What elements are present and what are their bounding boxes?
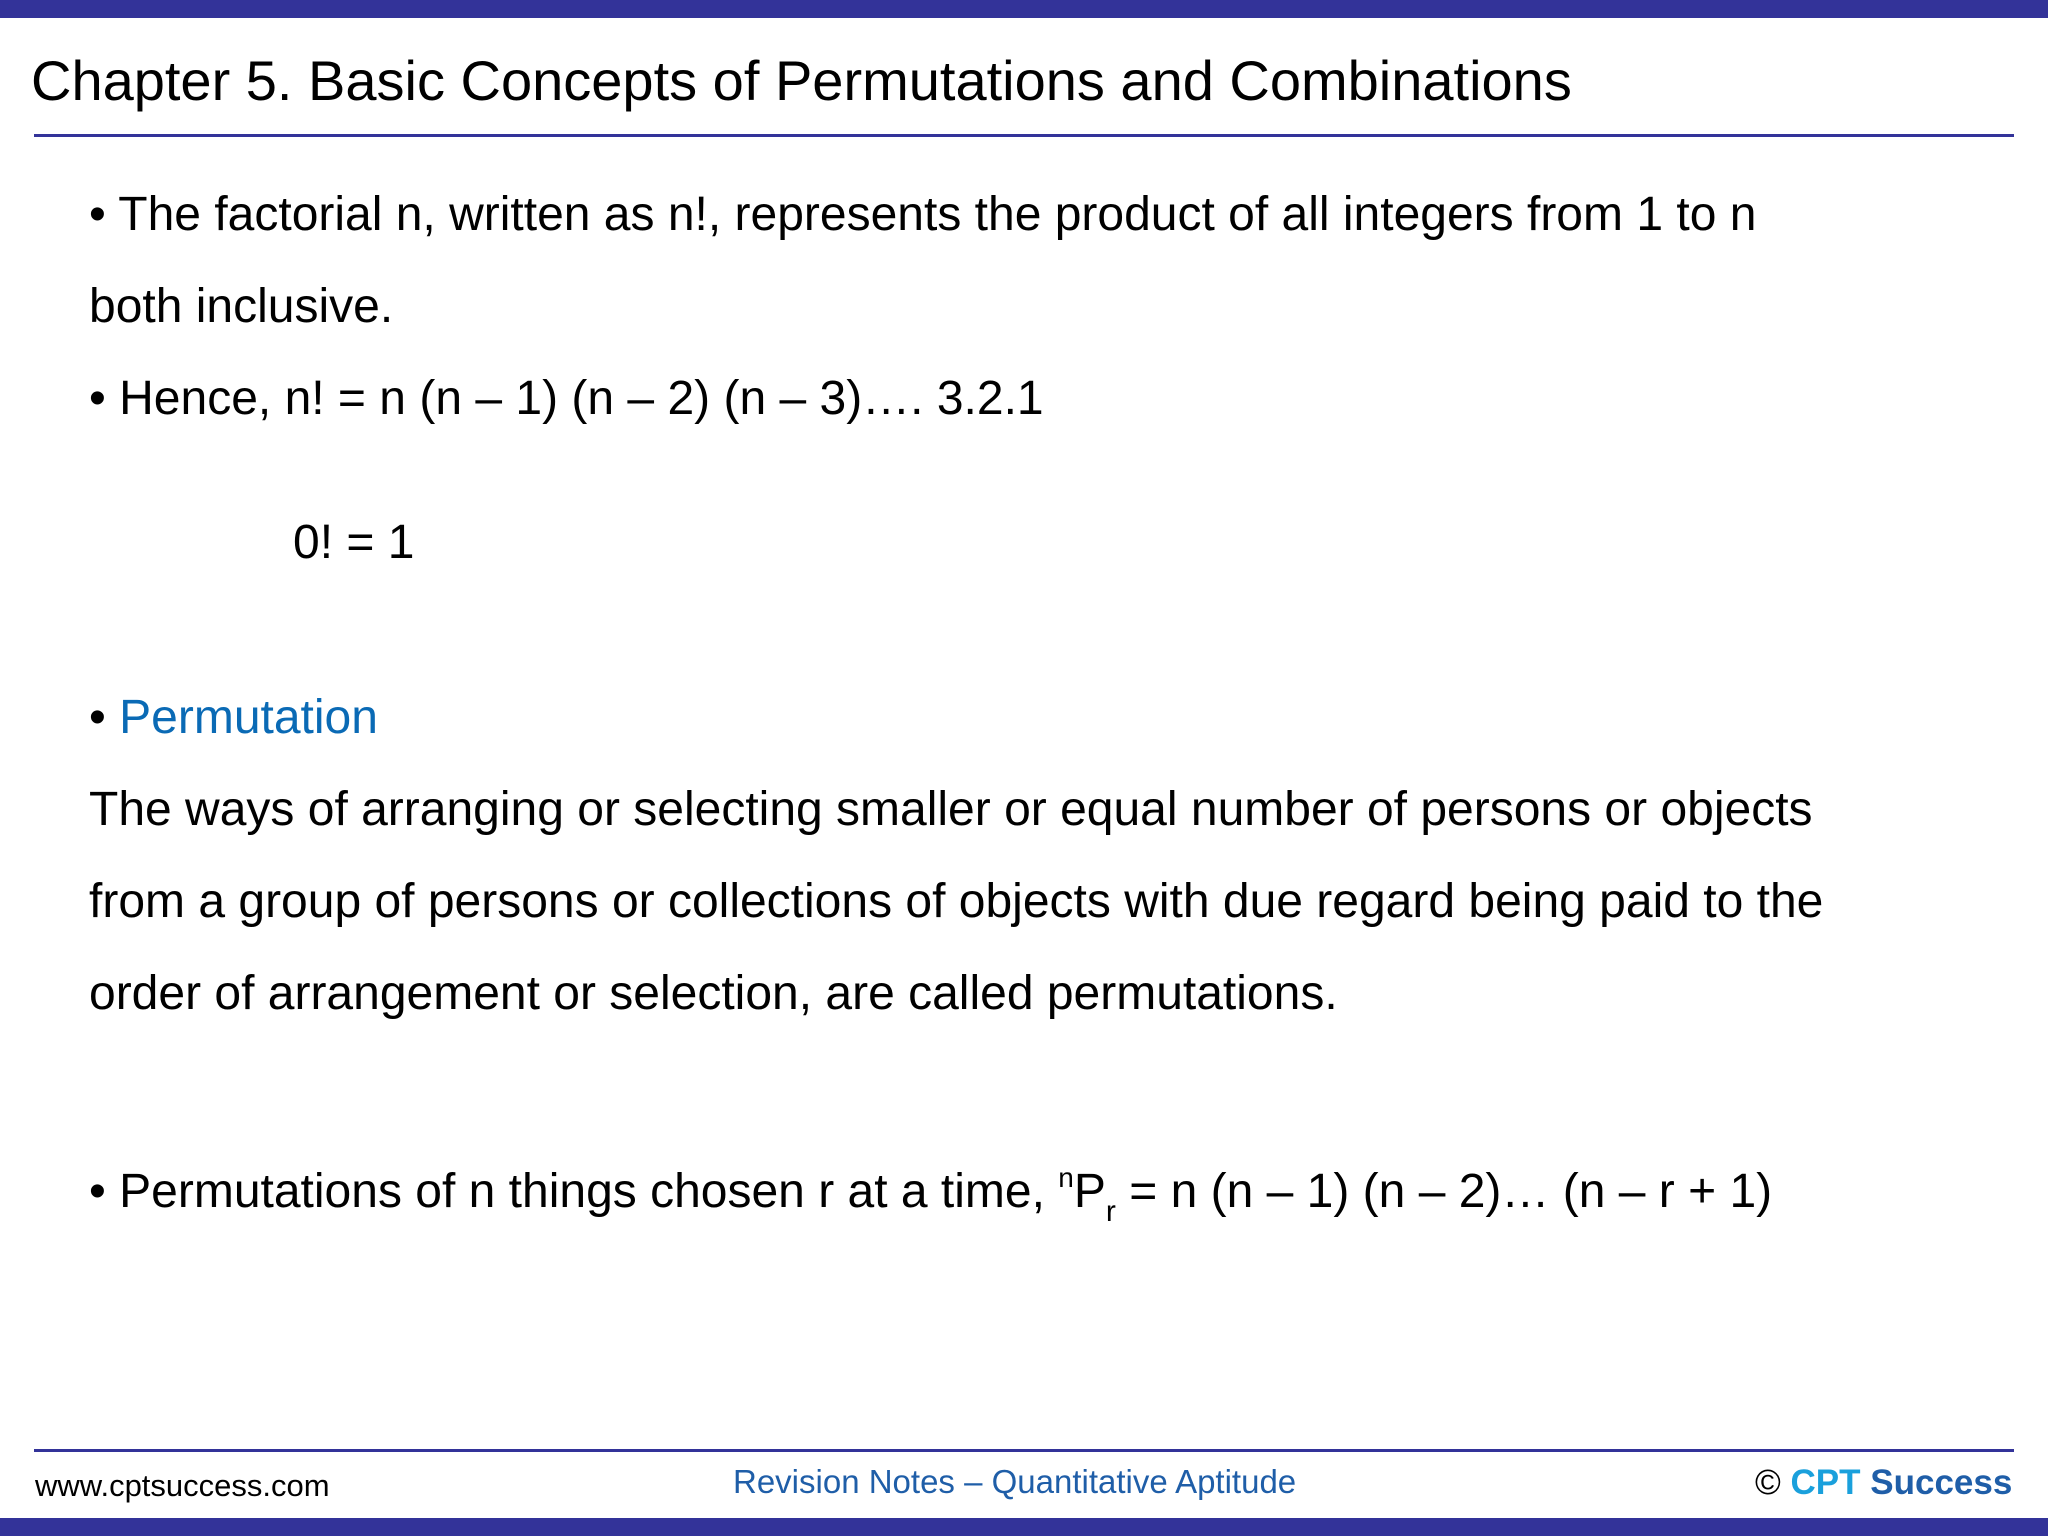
footer-revision-notes: Revision Notes – Quantitative Aptitude (733, 1463, 1297, 1500)
formula-p: P (1073, 1165, 1106, 1218)
permutation-heading-line (89, 688, 378, 748)
formula-suffix: = n (n – 1) (n – 2)… (n – r + 1) (1115, 1165, 1773, 1218)
brand-success: Success (1870, 1463, 2013, 1502)
footer-divider (34, 1449, 2014, 1452)
formula-superscript-n: n (1058, 1162, 1074, 1193)
brand-cpt: CPT (1790, 1463, 1861, 1502)
copyright-icon: © (1755, 1463, 1781, 1502)
definition-line-2: from a group of persons or collections of objects with due regard being paid to the (89, 875, 1824, 928)
zero-factorial: 0! = 1 (293, 516, 415, 569)
title-divider (34, 134, 2014, 137)
formula-subscript-r: r (1105, 1195, 1116, 1228)
definition-line-1: The ways of arranging or selecting smaller or equal number of persons or objects (89, 783, 1813, 836)
formula-prefix: • Permutations of n things chosen r at a time, (89, 1165, 1059, 1218)
permutation-bullet: • (89, 691, 120, 744)
slide-title: Chapter 5. Basic Concepts of Permutations and Combinations (31, 49, 1572, 112)
footer-brand (1755, 1462, 2012, 1504)
bottom-bar (0, 1518, 2048, 1536)
permutation-formula (89, 1148, 1772, 1242)
bullet-factorial-line-2: both inclusive. (89, 280, 394, 333)
permutation-heading: Permutation (119, 691, 378, 744)
bullet-factorial-line-1: • The factorial n, written as n!, represents the product of all integers from 1 to n (89, 188, 1757, 241)
definition-line-3: order of arrangement or selection, are called permutations. (89, 967, 1338, 1020)
top-bar (0, 0, 2048, 18)
footer-website: www.cptsuccess.com (35, 1468, 330, 1503)
bullet-factorial-expansion: • Hence, n! = n (n – 1) (n – 2) (n – 3)…. 3.2.1 (89, 372, 1044, 425)
